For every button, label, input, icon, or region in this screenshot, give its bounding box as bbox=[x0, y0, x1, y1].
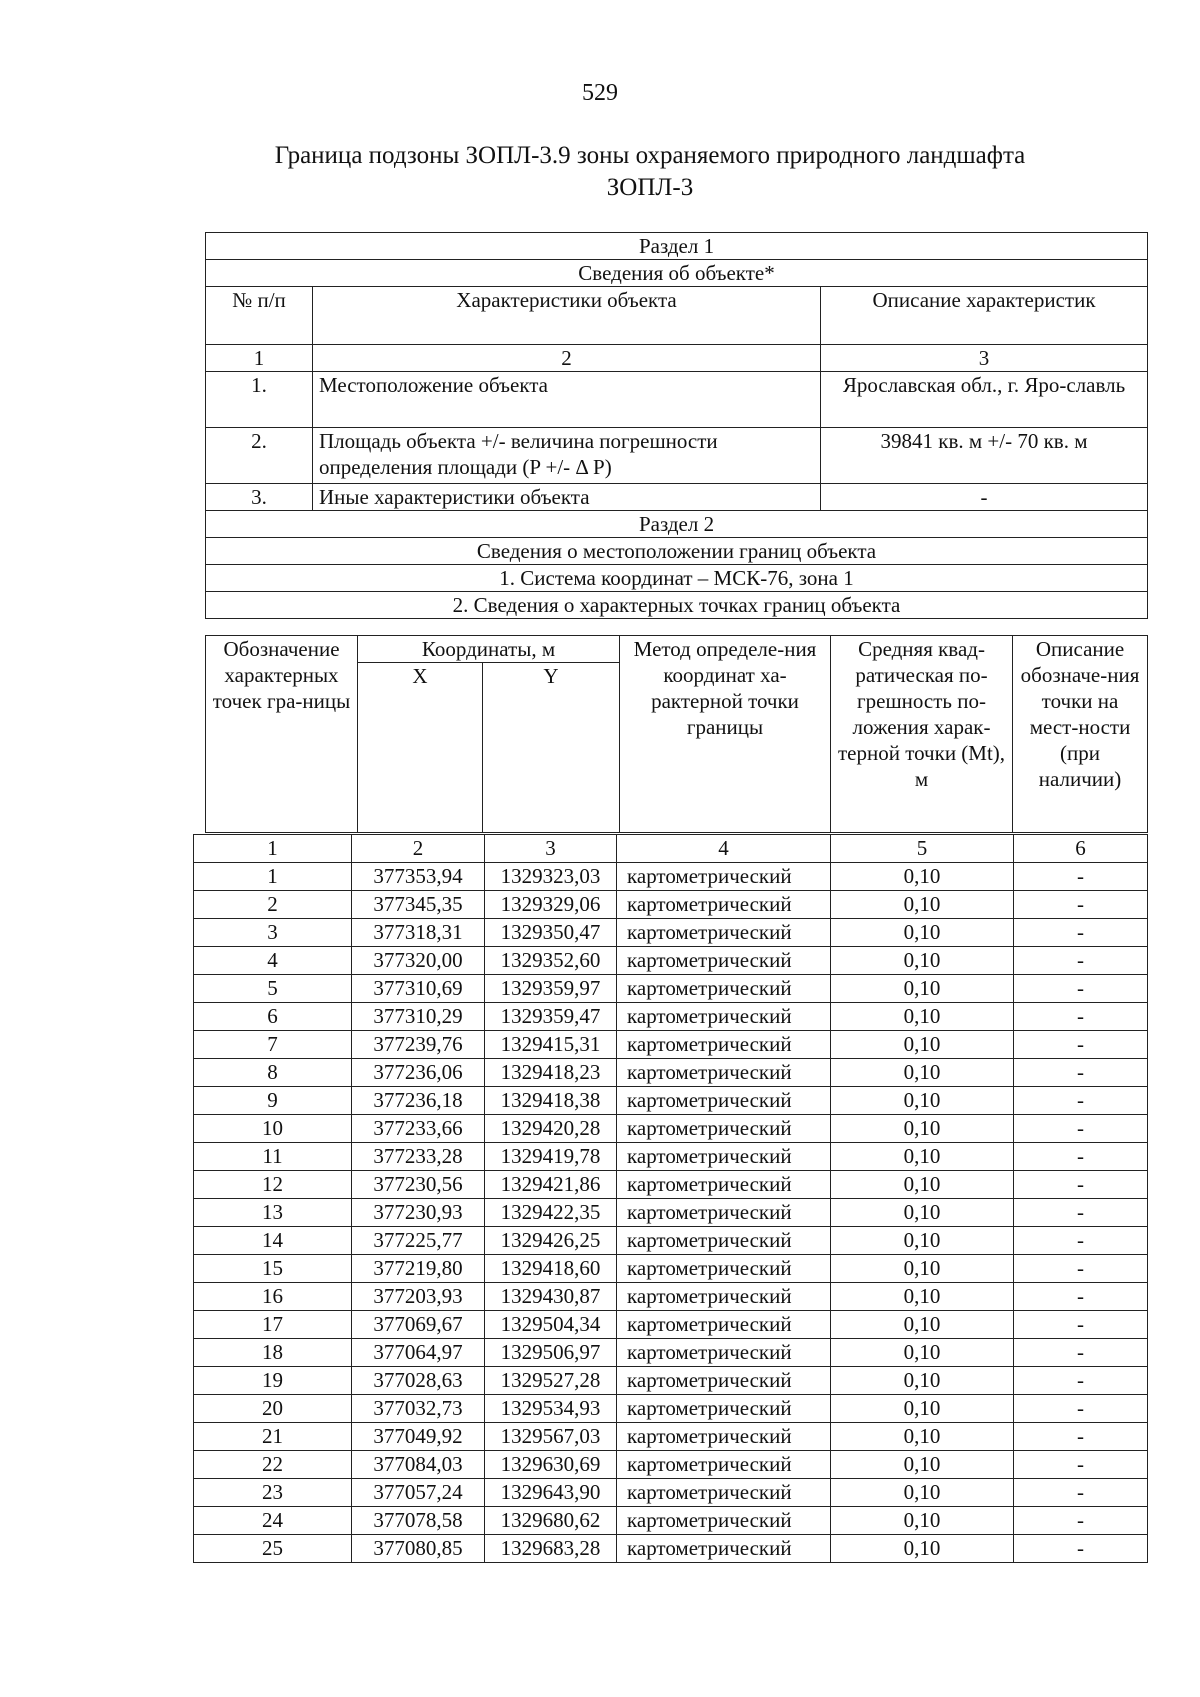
col-index: 3 bbox=[821, 345, 1148, 372]
point-number: 8 bbox=[194, 1059, 352, 1087]
method-cell: картометрический bbox=[617, 1311, 831, 1339]
error-cell: 0,10 bbox=[831, 919, 1014, 947]
object-info-table bbox=[205, 232, 1148, 619]
method-cell: картометрический bbox=[617, 1143, 831, 1171]
coord-y: 1329418,60 bbox=[485, 1255, 617, 1283]
error-cell: 0,10 bbox=[831, 891, 1014, 919]
col-header-description: Описание обозначе-ния точки на мест-ности (при наличии) bbox=[1013, 636, 1148, 833]
coord-y: 1329419,78 bbox=[485, 1143, 617, 1171]
table-row bbox=[194, 1115, 1148, 1143]
table-row bbox=[194, 1227, 1148, 1255]
description-cell: - bbox=[1014, 1423, 1148, 1451]
point-number: 22 bbox=[194, 1451, 352, 1479]
description-cell: - bbox=[1014, 1255, 1148, 1283]
error-cell: 0,10 bbox=[831, 1031, 1014, 1059]
table-row bbox=[194, 1507, 1148, 1535]
description-cell: - bbox=[1014, 919, 1148, 947]
col-header-error: Средняя квад-ратическая по-грешность по-ложения харак-терной точки (Mt), м bbox=[831, 636, 1013, 833]
coord-y: 1329421,86 bbox=[485, 1171, 617, 1199]
col-header-point: Обозначение характерных точек гра-ницы bbox=[206, 636, 358, 833]
error-cell: 0,10 bbox=[831, 1535, 1014, 1563]
coord-y: 1329430,87 bbox=[485, 1283, 617, 1311]
table-row bbox=[194, 1171, 1148, 1199]
point-number: 12 bbox=[194, 1171, 352, 1199]
point-number: 2 bbox=[194, 891, 352, 919]
error-cell: 0,10 bbox=[831, 1171, 1014, 1199]
error-cell: 0,10 bbox=[831, 1003, 1014, 1031]
table-row bbox=[206, 484, 1148, 511]
coord-y: 1329329,06 bbox=[485, 891, 617, 919]
coord-y: 1329352,60 bbox=[485, 947, 617, 975]
error-cell: 0,10 bbox=[831, 1339, 1014, 1367]
description-cell: - bbox=[1014, 975, 1148, 1003]
table-row bbox=[206, 428, 1148, 484]
description-cell: - bbox=[1014, 1171, 1148, 1199]
table-row bbox=[194, 1003, 1148, 1031]
method-cell: картометрический bbox=[617, 1535, 831, 1563]
point-number: 1 bbox=[194, 863, 352, 891]
section1-label: Раздел 1 bbox=[206, 233, 1148, 260]
point-number: 18 bbox=[194, 1339, 352, 1367]
table-row bbox=[194, 975, 1148, 1003]
description-cell: - bbox=[1014, 1339, 1148, 1367]
error-cell: 0,10 bbox=[831, 1283, 1014, 1311]
error-cell: 0,10 bbox=[831, 1199, 1014, 1227]
table-row bbox=[194, 1059, 1148, 1087]
coord-x: 377320,00 bbox=[352, 947, 485, 975]
col-index: 2 bbox=[313, 345, 821, 372]
error-cell: 0,10 bbox=[831, 1367, 1014, 1395]
table-row bbox=[194, 1255, 1148, 1283]
error-cell: 0,10 bbox=[831, 1059, 1014, 1087]
point-number: 19 bbox=[194, 1367, 352, 1395]
method-cell: картометрический bbox=[617, 1031, 831, 1059]
table-row bbox=[194, 1143, 1148, 1171]
error-cell: 0,10 bbox=[831, 1311, 1014, 1339]
table-row bbox=[194, 1367, 1148, 1395]
error-cell: 0,10 bbox=[831, 947, 1014, 975]
coord-x: 377064,97 bbox=[352, 1339, 485, 1367]
method-cell: картометрический bbox=[617, 1339, 831, 1367]
row-name: Местоположение объекта bbox=[313, 372, 821, 428]
table-row bbox=[194, 1031, 1148, 1059]
section2-subtitle: Сведения о местоположении границ объекта bbox=[206, 538, 1148, 565]
coord-x: 377318,31 bbox=[352, 919, 485, 947]
coord-x: 377233,28 bbox=[352, 1143, 485, 1171]
description-cell: - bbox=[1014, 1059, 1148, 1087]
method-cell: картометрический bbox=[617, 1003, 831, 1031]
method-cell: картометрический bbox=[617, 1227, 831, 1255]
col-index: 3 bbox=[485, 835, 617, 863]
table-row bbox=[194, 1339, 1148, 1367]
method-cell: картометрический bbox=[617, 1423, 831, 1451]
points-table bbox=[193, 834, 1148, 1563]
point-number: 10 bbox=[194, 1115, 352, 1143]
point-number: 5 bbox=[194, 975, 352, 1003]
description-cell: - bbox=[1014, 1115, 1148, 1143]
point-number: 4 bbox=[194, 947, 352, 975]
description-cell: - bbox=[1014, 1031, 1148, 1059]
table-row bbox=[194, 863, 1148, 891]
point-number: 14 bbox=[194, 1227, 352, 1255]
document-title bbox=[200, 140, 1100, 204]
coord-x: 377032,73 bbox=[352, 1395, 485, 1423]
description-cell: - bbox=[1014, 947, 1148, 975]
error-cell: 0,10 bbox=[831, 863, 1014, 891]
point-number: 3 bbox=[194, 919, 352, 947]
table-row bbox=[194, 1311, 1148, 1339]
coord-x: 377203,93 bbox=[352, 1283, 485, 1311]
point-number: 15 bbox=[194, 1255, 352, 1283]
coordinate-system: 1. Система координат – МСК-76, зона 1 bbox=[206, 565, 1148, 592]
method-cell: картометрический bbox=[617, 919, 831, 947]
table-row bbox=[194, 891, 1148, 919]
description-cell: - bbox=[1014, 863, 1148, 891]
coord-y: 1329418,23 bbox=[485, 1059, 617, 1087]
coord-y: 1329422,35 bbox=[485, 1199, 617, 1227]
coord-y: 1329504,34 bbox=[485, 1311, 617, 1339]
error-cell: 0,10 bbox=[831, 1255, 1014, 1283]
point-number: 21 bbox=[194, 1423, 352, 1451]
col-index: 4 bbox=[617, 835, 831, 863]
point-number: 11 bbox=[194, 1143, 352, 1171]
coord-y: 1329534,93 bbox=[485, 1395, 617, 1423]
coord-y: 1329323,03 bbox=[485, 863, 617, 891]
table-row bbox=[194, 1479, 1148, 1507]
coord-x: 377080,85 bbox=[352, 1535, 485, 1563]
description-cell: - bbox=[1014, 1227, 1148, 1255]
method-cell: картометрический bbox=[617, 1507, 831, 1535]
error-cell: 0,10 bbox=[831, 1395, 1014, 1423]
coord-x: 377028,63 bbox=[352, 1367, 485, 1395]
error-cell: 0,10 bbox=[831, 1087, 1014, 1115]
error-cell: 0,10 bbox=[831, 1479, 1014, 1507]
table-row bbox=[194, 1451, 1148, 1479]
coord-x: 377310,29 bbox=[352, 1003, 485, 1031]
description-cell: - bbox=[1014, 1199, 1148, 1227]
table-row bbox=[194, 1283, 1148, 1311]
row-description: Ярославская обл., г. Яро-славль bbox=[821, 372, 1148, 428]
points-header: 2. Сведения о характерных точках границ объекта bbox=[206, 592, 1148, 619]
point-number: 24 bbox=[194, 1507, 352, 1535]
description-cell: - bbox=[1014, 1395, 1148, 1423]
col-header-description: Описание характеристик bbox=[821, 287, 1148, 345]
coord-y: 1329567,03 bbox=[485, 1423, 617, 1451]
coord-x: 377345,35 bbox=[352, 891, 485, 919]
coord-x: 377236,06 bbox=[352, 1059, 485, 1087]
coord-x: 377069,67 bbox=[352, 1311, 485, 1339]
coord-y: 1329683,28 bbox=[485, 1535, 617, 1563]
method-cell: картометрический bbox=[617, 1115, 831, 1143]
method-cell: картометрический bbox=[617, 1255, 831, 1283]
row-description: - bbox=[821, 484, 1148, 511]
points-header-table bbox=[205, 635, 1148, 833]
point-number: 25 bbox=[194, 1535, 352, 1563]
coord-x: 377225,77 bbox=[352, 1227, 485, 1255]
col-header-x: X bbox=[358, 663, 483, 833]
row-number: 3. bbox=[206, 484, 313, 511]
title-line-1: Граница подзоны ЗОПЛ-3.9 зоны охраняемого природного ландшафта bbox=[274, 142, 1026, 169]
row-description: 39841 кв. м +/- 70 кв. м bbox=[821, 428, 1148, 484]
method-cell: картометрический bbox=[617, 863, 831, 891]
method-cell: картометрический bbox=[617, 1395, 831, 1423]
point-number: 23 bbox=[194, 1479, 352, 1507]
row-number: 1. bbox=[206, 372, 313, 428]
description-cell: - bbox=[1014, 1003, 1148, 1031]
point-number: 6 bbox=[194, 1003, 352, 1031]
error-cell: 0,10 bbox=[831, 1143, 1014, 1171]
table-row bbox=[194, 919, 1148, 947]
col-index: 2 bbox=[352, 835, 485, 863]
col-header-method: Метод определе-ния координат ха-рактерной точки границы bbox=[620, 636, 831, 833]
col-index: 1 bbox=[206, 345, 313, 372]
error-cell: 0,10 bbox=[831, 1227, 1014, 1255]
error-cell: 0,10 bbox=[831, 1451, 1014, 1479]
description-cell: - bbox=[1014, 1451, 1148, 1479]
description-cell: - bbox=[1014, 1367, 1148, 1395]
method-cell: картометрический bbox=[617, 1479, 831, 1507]
method-cell: картометрический bbox=[617, 1059, 831, 1087]
coord-x: 377230,93 bbox=[352, 1199, 485, 1227]
description-cell: - bbox=[1014, 1507, 1148, 1535]
col-index: 1 bbox=[194, 835, 352, 863]
description-cell: - bbox=[1014, 1087, 1148, 1115]
coord-y: 1329359,97 bbox=[485, 975, 617, 1003]
col-header-characteristics: Характеристики объекта bbox=[313, 287, 821, 345]
coord-y: 1329415,31 bbox=[485, 1031, 617, 1059]
method-cell: картометрический bbox=[617, 1451, 831, 1479]
table-row bbox=[194, 1395, 1148, 1423]
description-cell: - bbox=[1014, 1283, 1148, 1311]
coord-x: 377310,69 bbox=[352, 975, 485, 1003]
col-index: 6 bbox=[1014, 835, 1148, 863]
table-row bbox=[194, 1087, 1148, 1115]
description-cell: - bbox=[1014, 891, 1148, 919]
point-number: 7 bbox=[194, 1031, 352, 1059]
description-cell: - bbox=[1014, 1311, 1148, 1339]
section2-label: Раздел 2 bbox=[206, 511, 1148, 538]
coord-x: 377353,94 bbox=[352, 863, 485, 891]
row-number: 2. bbox=[206, 428, 313, 484]
coord-x: 377233,66 bbox=[352, 1115, 485, 1143]
coord-y: 1329680,62 bbox=[485, 1507, 617, 1535]
error-cell: 0,10 bbox=[831, 975, 1014, 1003]
col-header-coordinates: Координаты, м bbox=[358, 636, 620, 663]
table-row bbox=[194, 947, 1148, 975]
method-cell: картометрический bbox=[617, 1283, 831, 1311]
method-cell: картометрический bbox=[617, 1367, 831, 1395]
error-cell: 0,10 bbox=[831, 1423, 1014, 1451]
method-cell: картометрический bbox=[617, 975, 831, 1003]
row-name: Площадь объекта +/- величина погрешности определения площади (P +/- Δ P) bbox=[313, 428, 821, 484]
description-cell: - bbox=[1014, 1479, 1148, 1507]
error-cell: 0,10 bbox=[831, 1115, 1014, 1143]
coord-y: 1329418,38 bbox=[485, 1087, 617, 1115]
coord-y: 1329359,47 bbox=[485, 1003, 617, 1031]
coord-x: 377049,92 bbox=[352, 1423, 485, 1451]
description-cell: - bbox=[1014, 1535, 1148, 1563]
point-number: 13 bbox=[194, 1199, 352, 1227]
coord-x: 377236,18 bbox=[352, 1087, 485, 1115]
point-number: 16 bbox=[194, 1283, 352, 1311]
coord-y: 1329420,28 bbox=[485, 1115, 617, 1143]
col-index: 5 bbox=[831, 835, 1014, 863]
table-row bbox=[194, 1423, 1148, 1451]
table-row bbox=[206, 372, 1148, 428]
table-row bbox=[194, 1535, 1148, 1563]
coord-x: 377078,58 bbox=[352, 1507, 485, 1535]
row-name: Иные характеристики объекта bbox=[313, 484, 821, 511]
coord-y: 1329426,25 bbox=[485, 1227, 617, 1255]
coord-y: 1329350,47 bbox=[485, 919, 617, 947]
coord-x: 377219,80 bbox=[352, 1255, 485, 1283]
point-number: 20 bbox=[194, 1395, 352, 1423]
title-line-2: ЗОПЛ-3 bbox=[606, 174, 694, 201]
page-number: 529 bbox=[582, 80, 618, 106]
coord-y: 1329630,69 bbox=[485, 1451, 617, 1479]
method-cell: картометрический bbox=[617, 1199, 831, 1227]
section1-subtitle: Сведения об объекте* bbox=[206, 260, 1148, 287]
coord-x: 377230,56 bbox=[352, 1171, 485, 1199]
method-cell: картометрический bbox=[617, 947, 831, 975]
coord-x: 377239,76 bbox=[352, 1031, 485, 1059]
method-cell: картометрический bbox=[617, 891, 831, 919]
error-cell: 0,10 bbox=[831, 1507, 1014, 1535]
table-row bbox=[194, 1199, 1148, 1227]
coord-x: 377057,24 bbox=[352, 1479, 485, 1507]
description-cell: - bbox=[1014, 1143, 1148, 1171]
col-header-y: Y bbox=[483, 663, 620, 833]
coord-y: 1329643,90 bbox=[485, 1479, 617, 1507]
method-cell: картометрический bbox=[617, 1087, 831, 1115]
point-number: 9 bbox=[194, 1087, 352, 1115]
coord-x: 377084,03 bbox=[352, 1451, 485, 1479]
coord-y: 1329527,28 bbox=[485, 1367, 617, 1395]
method-cell: картометрический bbox=[617, 1171, 831, 1199]
col-header-number: № п/п bbox=[206, 287, 313, 345]
point-number: 17 bbox=[194, 1311, 352, 1339]
coord-y: 1329506,97 bbox=[485, 1339, 617, 1367]
